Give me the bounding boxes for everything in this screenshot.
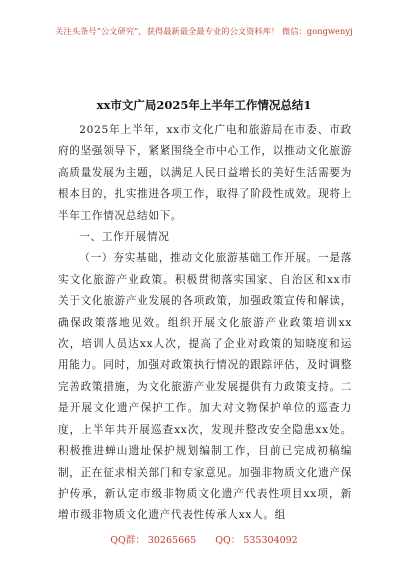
intro-paragraph: 2025年上半年，xx市文化广电和旅游局在市委、市政府的坚强领导下，紧紧围绕全市中心工作，以推动文化旅游高质量发展为主题，以满足人民日益增长的美好生活需要为根本目的，扎实推进各项工作，取得了阶段性成效。现将上半年工作情况总结如下。 [58, 124, 352, 222]
footer-qq-group: QQ群： 30265665 [110, 535, 197, 546]
footer-qq: QQ： 535304092 [215, 535, 298, 546]
document-body [58, 120, 352, 527]
document-title: xx市文广局2025年上半年工作情况总结1 [96, 98, 312, 112]
header-promo-note: 关注头条号“公文研究”，获得最新最全最专业的公文资料库！ 微信：gongwenyj [55, 26, 353, 36]
footer-contact [0, 532, 408, 546]
body-paragraph: （一）夯实基础，推动文化旅游基础工作开展。一是落实文化旅游产业政策。积极贯彻落实国家、自治区和xx市关于文化旅游产业发展的各项政策，加强政策宣传和解读，确保政策落地见效。组织开展文化旅游产业政策培训xx次，培训人员达xx人次，提高了企业对政策的知晓度和运用能力。同时，加强对政策执行情况的跟踪评估，及时调整完善政策措施，为文化旅游产业发展提供有力政策支持。二是开展文化遗产保护工作。加大对文物保护单位的巡查力度，上半年共开展巡查xx次，发现并整改安全隐患xx处。积极推进蝉山遗址保护规划编制工作，目前已完成初稿编制，正在征求相关部门和专家意见。加强非物质文化遗产保护传承，新认定市级非物质文化遗产代表性项目xx项，新增市级非物质文化遗产代表性传承人xx人。组 [58, 252, 352, 522]
section-heading: 一、工作开展情况 [79, 231, 170, 244]
